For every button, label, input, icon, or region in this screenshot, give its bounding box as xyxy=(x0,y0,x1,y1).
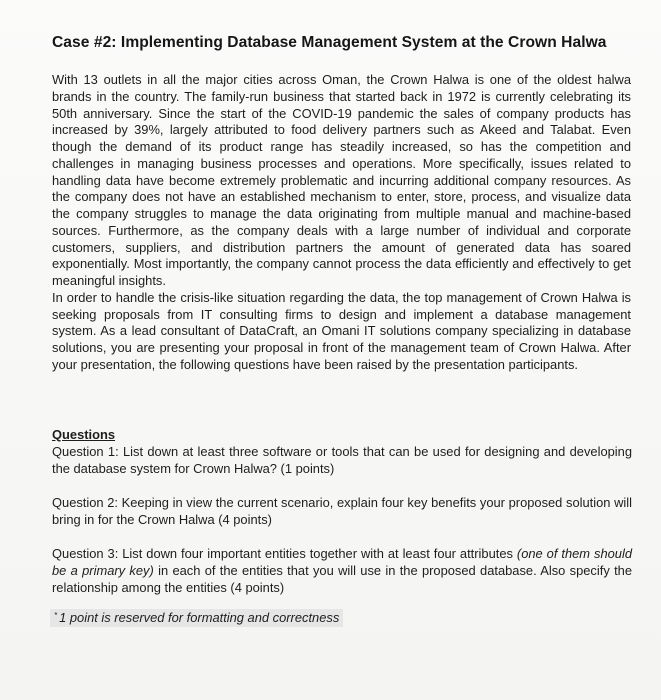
question-3-primary-key-note: (one of them should be a primary key) xyxy=(52,546,632,578)
question-3-text-start: Question 3: List down four important entities together with at least four attributes xyxy=(52,546,517,561)
question-1: Question 1: List down at least three software or tools that can be used for designing and developing the database system for Crown Halwa? (1 points) xyxy=(52,444,632,476)
note-text: 1 point is reserved for formatting and correctness xyxy=(59,610,340,625)
note-asterisk: * xyxy=(54,611,58,620)
question-3-text-end: in each of the entities that you will use in the proposed database. Also specify the relationship among the entities (4 points) xyxy=(52,563,632,595)
paragraph-proposal: In order to handle the crisis-like situation regarding the data, the top management of Crown Halwa is seeking proposals from IT consulting firms to design and implement a database management system. As a lead consultant of DataCraft, an Omani IT solutions company specializing in database solutions, you are presenting your proposal in front of the management team of Crown Halwa. After your presentation, the following questions have been raised by the presentation participants. xyxy=(52,289,631,372)
questions-heading: Questions xyxy=(52,427,116,442)
formatting-note xyxy=(50,609,343,627)
case-title: Case #2: Implementing Database Management System at the Crown Halwa xyxy=(52,34,607,51)
case-description xyxy=(52,72,631,374)
paragraph-background: With 13 outlets in all the major cities across Oman, the Crown Halwa is one of the oldest halwa brands in the country. The family-run business that started back in 1972 is currently celebrating its 50th anniversary. Since the start of the COVID-19 pandemic the sales of company products has increased by 39%, largely attributed to food delivery partners such as Akeed and Talabat. Even though the demand of its product range has steadily increased, so has the competition and challenges in managing business processes and operations. More specifically, issues related to handling data have become extremely problematic and incurring additional company resources. As the company does not have an established mechanism to enter, store, process, and visualize data the company struggles to manage the data originating from multiple manual and machine-based sources. Furthermore, as the company deals with a large number of individual and corporate customers, suppliers, and distribution partners the amount of generated data has soared exponentially. Most importantly, the company cannot process the data efficiently and effectively to get meaningful insights. xyxy=(52,72,631,288)
question-2: Question 2: Keeping in view the current scenario, explain four key benefits your proposed solution will bring in for the Crown Halwa (4 points) xyxy=(52,495,632,527)
questions-section xyxy=(52,426,632,596)
question-3 xyxy=(52,545,632,596)
